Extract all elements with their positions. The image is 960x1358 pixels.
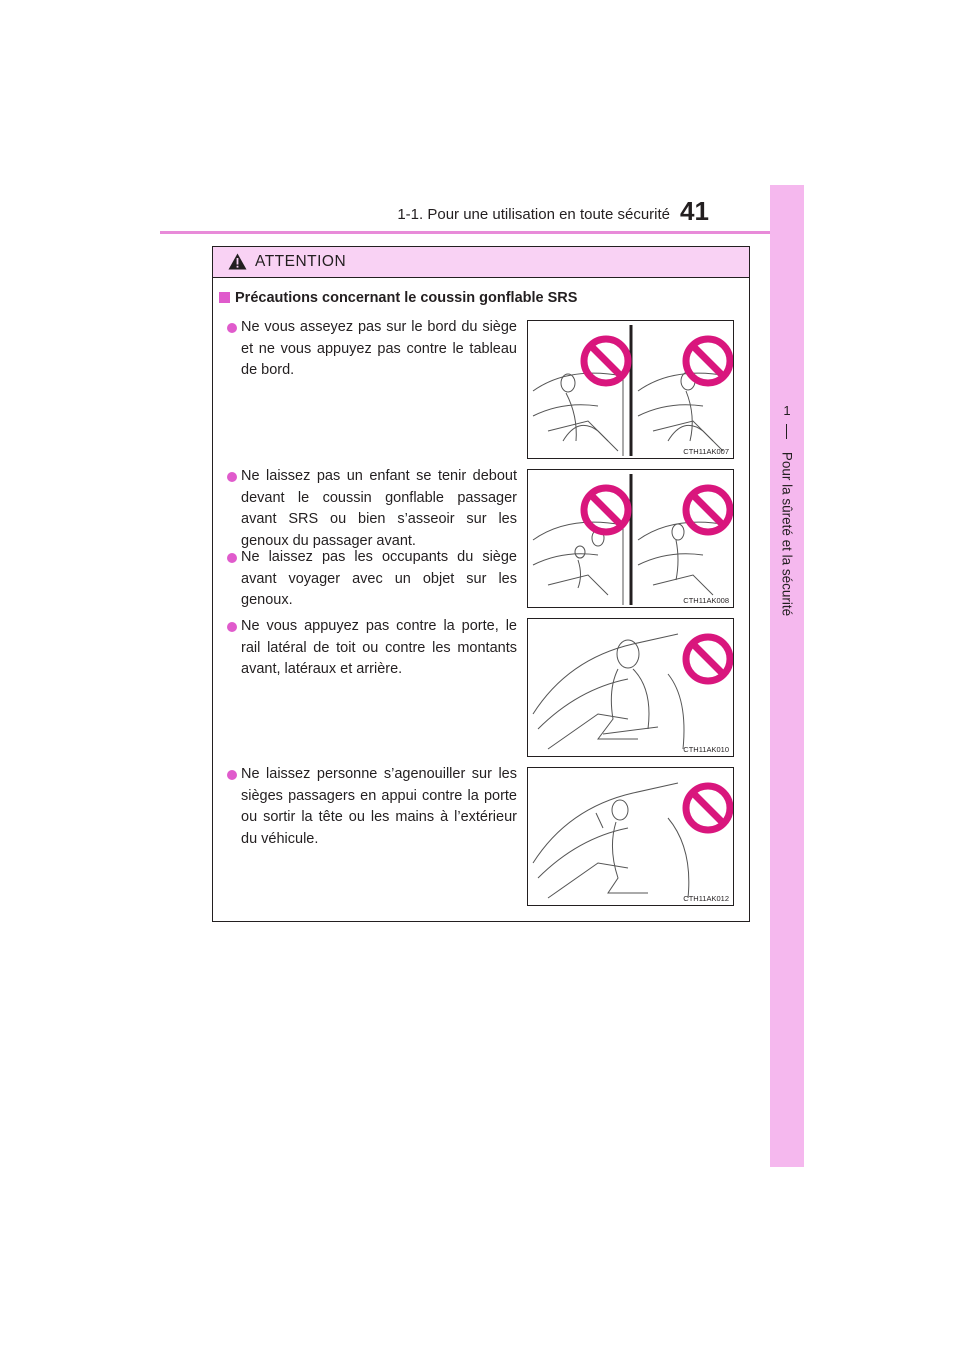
list-item: Ne laissez pas les occupants du siège avant voyager avec un objet sur les genoux. — [227, 547, 517, 612]
car-interior-illustration — [528, 470, 733, 607]
chapter-divider — [786, 424, 787, 439]
header-rule — [160, 231, 802, 234]
list-item: Ne vous appuyez pas contre la porte, le rail latéral de toit ou contre les montants avant, latéraux et arrière. — [227, 616, 517, 681]
chapter-number: 1 — [783, 403, 791, 418]
list-item: Ne laissez pas un enfant se tenir debout devant le coussin gonflable passager avant SRS ou bien s’asseoir sur les genoux du passager avant. — [227, 466, 517, 552]
illustration-kneeling-on-seat — [527, 767, 734, 906]
car-interior-illustration — [528, 321, 733, 458]
bullet-icon — [227, 472, 237, 482]
warning-triangle-icon — [228, 253, 247, 270]
warning-title: ATTENTION — [255, 253, 347, 270]
bullet-icon — [227, 770, 237, 780]
running-header: 1-1. Pour une utilisation en toute sécurité — [397, 206, 670, 223]
car-interior-illustration — [528, 619, 733, 756]
prohibition-icon — [686, 339, 730, 383]
list-item: Ne vous asseyez pas sur le bord du siège et ne vous appuyez pas contre le tableau de bord. — [227, 317, 517, 382]
chapter-label: Pour la sûreté et la sécurité — [779, 451, 795, 617]
prohibition-icon — [584, 339, 628, 383]
warning-header — [213, 247, 749, 278]
section-title: Précautions concernant le coussin gonflable SRS — [219, 290, 577, 306]
prohibition-icon — [584, 488, 628, 532]
illustration-leaning-on-dashboard — [527, 320, 734, 459]
prohibition-icon — [686, 786, 730, 830]
warning-box — [212, 246, 750, 922]
car-interior-illustration — [528, 768, 733, 905]
bullet-icon — [227, 622, 237, 632]
illustration-leaning-on-door — [527, 618, 734, 757]
bullet-icon — [227, 553, 237, 563]
list-item: Ne laissez personne s’agenouiller sur les sièges passagers en appui contre la porte ou sortir la tête ou les mains à l’extérieur du véhicule. — [227, 764, 517, 850]
bullet-icon — [227, 323, 237, 333]
illustration-child-standing — [527, 469, 734, 608]
figure-code: CTH11AK007 — [683, 447, 729, 456]
prohibition-icon — [686, 637, 730, 681]
square-bullet-icon — [219, 292, 230, 303]
figure-code: CTH11AK010 — [683, 745, 729, 754]
figure-code: CTH11AK008 — [683, 596, 729, 605]
chapter-side-tab — [770, 185, 804, 1167]
prohibition-icon — [686, 488, 730, 532]
figure-code: CTH11AK012 — [683, 894, 729, 903]
page-number: 41 — [680, 196, 709, 226]
